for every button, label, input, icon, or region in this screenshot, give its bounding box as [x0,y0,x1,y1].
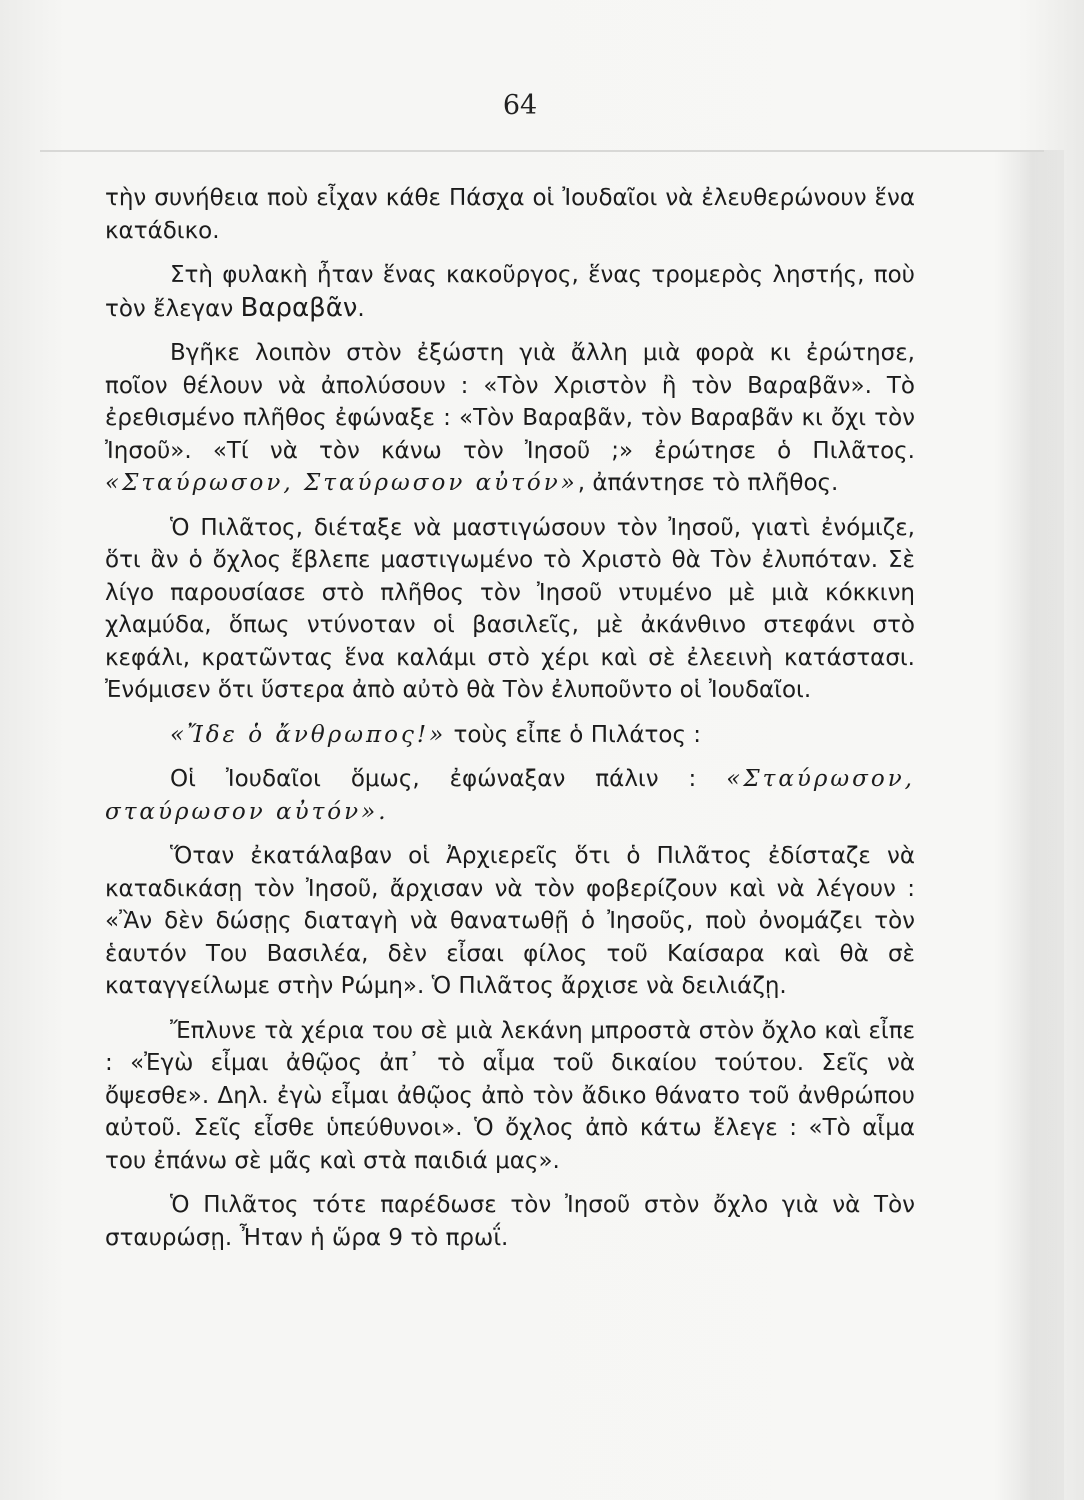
paragraph-2 [105,259,915,325]
crucify-quote: «Σταύρωσον, Σταύρωσον αὐτόν» [105,470,578,496]
paragraph-2-text: Στὴ φυλακὴ ἦταν ἕνας κακοῦργος, ἕνας τρομερὸς ληστής, ποὺ τὸν ἔλεγαν [105,262,915,322]
paragraph-4: Ὁ Πιλᾶτος, διέταξε νὰ μαστιγώσουν τὸν Ἰησοῦ, γιατὶ ἐνόμιζε, ὅτι ἂν ὁ ὄχλος ἔβλεπε μαστιγωμένο τὸ Χριστὸ θὰ Τὸν ἐλυπόταν. Σὲ λίγο παρουσίασε στὸ πλῆθος τὸν Ἰησοῦ ντυμένο μὲ μιὰ κόκκινη χλαμύδα, ὅπως ντύνοταν οἱ βασιλεῖς, μὲ ἀκάνθινο στεφάνι στὸ κεφάλι, κρατῶντας ἕνα καλάμι στὸ χέρι καὶ σὲ ἐλεεινὴ κατάστασι. Ἐνόμισεν ὅτι ὕστερα ἀπὸ αὐτὸ θὰ Τὸν ἐλυποῦντο οἱ Ἰουδαῖοι. [105,514,915,703]
paragraph-3-end: , ἀπάντησε τὸ πλῆθος. [577,470,839,496]
barabbas-name: Βαραβᾶν [240,292,358,323]
paragraph-2-end: . [357,295,365,322]
paragraph-7: Ὅταν ἐκατάλαβαν οἱ Ἀρχιερεῖς ὅτι ὁ Πιλᾶτος ἐδίσταζε νὰ καταδικάσῃ τὸν Ἰησοῦ, ἄρχισαν νὰ τὸν φοβερίζουν καὶ νὰ λέγουν : «Ἂν δὲν δώσῃς διαταγὴ νὰ θανατωθῇ ὁ Ἰησοῦς, ποὺ ὀνομάζει τὸν ἑαυτόν Του Βασιλέα, δὲν εἶσαι φίλος τοῦ Καίσαρα καὶ θὰ σὲ καταγγείλωμε στὴν Ρώμη». Ὁ Πιλᾶτος ἄρχισε νὰ δειλιάζῃ. [105,843,915,999]
ecce-homo-quote: «Ἴδε ὁ ἄνθρωπος!» [170,721,447,748]
crucify-him-quote: «Σταύρωσον, σταύρωσον αὐτόν». [105,766,915,825]
paragraph-3 [105,337,915,500]
paragraph-6-text: Οἱ Ἰουδαῖοι ὅμως, ἐφώναξαν πάλιν : [170,766,727,792]
paragraph-5 [105,719,915,752]
paragraph-6 [105,763,915,828]
page-shadow [994,150,1064,1500]
paragraph-5-text: τοὺς εἶπε ὁ Πιλάτος : [446,721,702,748]
body-text [105,182,915,1266]
paragraph-3-text: Βγῆκε λοιπὸν στὸν ἐξώστη γιὰ ἄλλη μιὰ φορὰ κι ἐρώτησε, ποῖον θέλουν νὰ ἀπολύσουν : «Τὸν Χριστὸν ἢ τὸν Βαραβᾶν». Τὸ ἐρεθισμένο πλῆθος ἐφώναξε : «Τὸν Βαραβᾶν, τὸν Βαραβᾶν κι ὄχι τὸν Ἰησοῦ». «Τί νὰ τὸν κάνω τὸν Ἰησοῦ ;» ἐρώτησε ὁ Πιλᾶτος. [105,340,915,464]
paragraph-1: τὴν συνήθεια ποὺ εἶχαν κάθε Πάσχα οἱ Ἰουδαῖοι νὰ ἐλευθερώνουν ἕνα κατάδικο. [105,185,915,244]
page-edge-line [40,150,1044,152]
paragraph-9: Ὁ Πιλᾶτος τότε παρέδωσε τὸν Ἰησοῦ στὸν ὄχλο γιὰ νὰ Τὸν σταυρώσῃ. Ἦταν ἡ ὥρα 9 τὸ πρωΐ. [105,1192,915,1251]
paragraph-8: Ἔπλυνε τὰ χέρια του σὲ μιὰ λεκάνη μπροστὰ στὸν ὄχλο καὶ εἶπε : «Ἐγὼ εἶμαι ἀθῷος ἀπ᾿ τὸ αἷμα τοῦ δικαίου τούτου. Σεῖς νὰ ὄψεσθε». Δηλ. ἐγὼ εἶμαι ἀθῷος ἀπὸ τὸν ἄδικο θάνατο τοῦ ἀνθρώπου αὐτοῦ. Σεῖς εἶσθε ὑπεύθυνοι». Ὁ ὄχλος ἀπὸ κάτω ἔλεγε : «Τὸ αἷμα του ἐπάνω σὲ μᾶς καὶ στὰ παιδιά μας». [105,1017,915,1174]
page-number: 64 [502,90,538,121]
